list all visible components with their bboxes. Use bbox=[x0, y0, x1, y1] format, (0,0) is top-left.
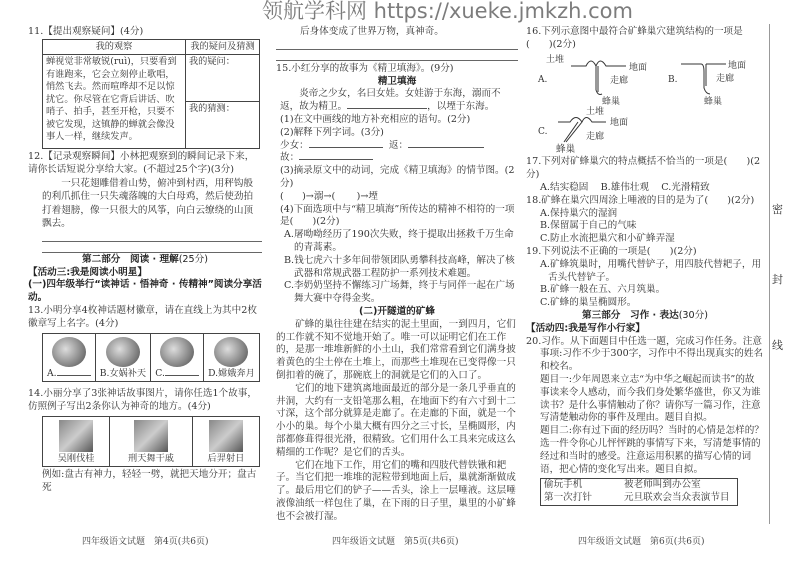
q19-option-c[interactable]: C.矿蜂的巢呈椭圆形。 bbox=[540, 297, 637, 309]
badge-image bbox=[52, 337, 86, 367]
story-blank[interactable] bbox=[347, 108, 427, 109]
watermark: 领航学科网 https://xueke.jmkzh.com bbox=[262, 0, 633, 23]
passage-paragraph: 矿蜂的巢往往建在结实的泥土里面，一到四月，它们的工作就不知不觉地开始了。唯一可以证明它们在工作的，是那一堆堆新鲜的小土山，我们常常看到它们满身披着黄色的尘土停在土堆上，而那些土堆现在已变得像一只倒扣着的碗了，那碗底上的洞就是它们的入口了。 bbox=[276, 318, 516, 381]
passage-paragraph: 它们在地下工作，用它们的嘴和四肢代替铁锹和耙子。当它们把一堆堆的泥粒带到地面上后，巢就渐渐做成了。最后用它们的铲子——舌头，涂上一层唾液。这层唾液像油纸一样包住了巢，在下雨的日子里，巢里的小矿蜂也不会被打湿。 bbox=[276, 459, 516, 522]
experience-item: 第一次打针 bbox=[544, 492, 592, 504]
seal-char: 密 bbox=[772, 203, 783, 216]
section-2-title: (二)开隧道的矿蜂 bbox=[359, 305, 435, 317]
page-6-column bbox=[526, 24, 764, 506]
q12-passage: 一只花翅雕借着山势，俯冲到村西，用秤钩般的利爪抓住一只失魂落魄的大白母鸡，然后使劲拍打着翅膀，像一只很大的风筝，向白云缭绕的山顶飘去。 bbox=[42, 177, 254, 230]
plot-flow: ( )→溺→( )→堙 bbox=[280, 190, 378, 202]
picture-3: 后羿射日 bbox=[192, 416, 259, 467]
answer-blank[interactable] bbox=[165, 375, 199, 376]
option-b[interactable]: B.钱七虎六十多年间带领团队勇攀科技高峰，解决了核武器和常规武器工程防护一系列技术难题。 bbox=[284, 254, 515, 279]
example-continuation: 后身体变成了世界万物，真神奇。 bbox=[300, 26, 444, 37]
topic-2: 题目二:你有过下面的经历吗？当时的心情是怎样的？选一件令你心儿怦怦跳的事情写下来，写清楚事情的经过和当时的感受。注意运用积累的描写心情的词语，把心情的变化写出来。题目自拟。 bbox=[540, 425, 764, 475]
q17-option-a[interactable]: A.结实稳固 bbox=[540, 181, 589, 193]
badge-c: C. bbox=[151, 333, 204, 382]
badge-b: B.女娲补天 bbox=[95, 333, 151, 382]
label-mound: 土堆 bbox=[546, 54, 565, 65]
q17-option-b[interactable]: B.雄伟壮观 bbox=[600, 181, 650, 193]
table-header: 我的观察 bbox=[43, 39, 186, 55]
part-2-score: (25分) bbox=[178, 253, 208, 265]
answer-line[interactable] bbox=[276, 50, 518, 61]
option-a[interactable]: A.屠呦呦经历了190次失败，终于提取出拯救千万生命的青蒿素。 bbox=[284, 229, 514, 253]
picture-table bbox=[42, 416, 260, 468]
picture-2: 刑天舞干戚 bbox=[110, 416, 193, 467]
seal-char: 封 bbox=[772, 273, 783, 286]
label-mound: 土堆 bbox=[586, 106, 605, 117]
picture-1: 吴刚伐桂 bbox=[43, 416, 110, 467]
answer-blank[interactable] bbox=[299, 159, 373, 160]
word-label: 故： bbox=[280, 152, 300, 164]
experience-item: 偷玩手机 bbox=[544, 479, 583, 491]
option-a-label[interactable]: A. bbox=[538, 74, 548, 85]
badge-image bbox=[214, 337, 248, 367]
q17-option-c[interactable]: C.光滑精致 bbox=[661, 181, 710, 193]
label-nest: 蜂巢 bbox=[556, 143, 576, 155]
sub-question-4: (4)下面选项中与“精卫填海”所传达的精神不相符的一项是( )(2分) bbox=[280, 203, 515, 228]
q18-option-a[interactable]: A.保持巢穴的湿润 bbox=[540, 207, 618, 219]
seal-line bbox=[769, 24, 770, 524]
q19-option-a[interactable]: A.矿蜂筑巢时，用嘴代替铲子，用四肢代替耙子，用舌头代替铲子。 bbox=[540, 258, 762, 283]
page-6-footer: 四年级语文试题 第6页(共6页) bbox=[578, 537, 705, 547]
label-nest: 蜂巢 bbox=[704, 96, 723, 107]
question-15: 15.小红分享的故事为《精卫填海》。(9分) bbox=[276, 62, 454, 74]
label-corridor: 走廊 bbox=[610, 75, 629, 86]
page-4-footer: 四年级语文试题 第4页(共6页) bbox=[82, 537, 209, 547]
q19-option-b[interactable]: B.矿蜂一般在五、六月筑巢。 bbox=[540, 284, 666, 296]
badge-image bbox=[106, 337, 140, 367]
page-5-footer: 四年级语文试题 第5页(共6页) bbox=[332, 537, 459, 547]
experience-item: 被老师叫到办公室 bbox=[624, 479, 701, 491]
story-image bbox=[134, 420, 168, 452]
badge-table bbox=[42, 333, 260, 383]
part-3-score: (30分) bbox=[678, 309, 708, 321]
story-title: 精卫填海 bbox=[377, 75, 417, 87]
question-13: 13.小明分享4枚神话题材徽章，请在直线上为其中2枚徽章写上名字。(4分) bbox=[28, 305, 257, 329]
story-image bbox=[59, 420, 93, 452]
q18-option-c[interactable]: C.防止水流把巢穴和小矿蜂弄湿 bbox=[540, 233, 675, 245]
activity-3-title: 【活动三:我是阅读小明星】 bbox=[28, 266, 147, 278]
activity-4-title: 【活动四:我是写作小行家】 bbox=[526, 322, 645, 334]
answer-line[interactable] bbox=[276, 39, 518, 50]
story-text: 炎帝之少女，名曰女娃。女娃游于东海，溺而不返，故为精卫。 bbox=[280, 88, 501, 113]
guess-field[interactable]: 我的猜测： bbox=[186, 102, 260, 149]
question-18: 18.矿蜂在巢穴四周涂上唾液的目的是为了( )(2分) bbox=[526, 194, 755, 206]
sub-question-1: (1)在文中画线的地方补充相应的语句。(2分) bbox=[280, 113, 471, 125]
experience-box bbox=[540, 478, 738, 506]
page-5-column: 后身体变成了世界万物，真神奇。 15.小红分享的故事为《精卫填海》。(9分) 精卫填海 炎帝之少女，名曰女娃。女娃游于东海，溺而不返，故为精卫。 ，以堙于东海。 (1)在文中画线的地方补充相应的语句。(2分) (2)解释下列字词。(3分) 少女： 返： 故： (3)摘录原文中的动词，完成《精卫填海》的情节图。(2分) ( )→溺→( )→堙 (4)下面选项中与“精卫填海”所传达的精神不相符的一项是( )(2分) A.屠呦呦经历了190次失败，终于提取出拯救千万生命的青蒿素。 B.钱七虎六十多年间带领团队勇攀科技高峰，解决了核武器和常规武器工程防护一系列技术难题。 C.李奶奶坚持不懈练习广场舞，终于与同伴一起在广场舞大赛中夺得金奖。 (二)开隧道的矿蜂 矿蜂的巢往往建在结实的泥土里面，一到四月，它们的工作就不知不觉地开始了。唯一可以证明它们在工作的，是那一堆堆新鲜的小土山，我们常常看到它们满身披着黄色的尘土停在土堆上，而那些土堆现在已变得像一只倒扣着的碗了，那碗底上的洞就是它们的入口了。 它们的地下建筑离地面最近的部分是一条几乎垂直的井洞，大约有一支铅笔那么粗，在地面下约有六寸到十二寸深，这个部分就算是走廊了。在走廊的下面，就是一个小小的巢。每个小巢大概有四分之三寸长，呈椭圆形，内部都修葺得很光滑，很精致。它们用什么工具来完成这么精细的工作呢？是它们的舌头。 它们在地下工作，用它们的嘴和四肢代替铁锹和耙子。当它们把一堆堆的泥粒带到地面上后，巢就渐渐做成了。最后用它们的铲子——舌头，涂上一层唾液。这层唾液像油纸一样包住了巢，在下雨的日子里，巢里的小矿蜂也不会被打湿。 bbox=[276, 24, 518, 523]
passage-paragraph: 它们的地下建筑离地面最近的部分是一条几乎垂直的井洞，大约有一支铅笔那么粗，在地面下约有六寸到十二寸深，这个部分就算是走廊了。在走廊的下面，就是一个小小的巢。每个小巢大概有四分之三寸长，呈椭圆形，内部都修葺得很光滑，很精致。它们用什么工具来完成这么精细的工作呢？是它们的舌头。 bbox=[276, 382, 516, 458]
answer-blank[interactable] bbox=[57, 375, 91, 376]
answer-line[interactable] bbox=[42, 231, 262, 242]
badge-d: D.嫦娥奔月 bbox=[203, 333, 259, 382]
sub-question-2: (2)解释下列字词。(3分) bbox=[280, 126, 384, 138]
answer-line[interactable] bbox=[42, 242, 262, 253]
label-ground: 地面 bbox=[728, 60, 747, 71]
word-label: 少女： bbox=[280, 139, 309, 151]
seal-char: 线 bbox=[772, 339, 783, 352]
question-12: 12.【记录观察瞬间】小林把观察到的瞬间记录下来，请你长话短说分享给大家。(不超过25个字)(3分) bbox=[28, 151, 255, 176]
badge-image bbox=[160, 337, 194, 367]
answer-blank[interactable] bbox=[309, 147, 383, 148]
question-field[interactable]: 我的疑问： bbox=[186, 55, 260, 102]
table-header: 我的疑问及猜测 bbox=[186, 39, 260, 55]
q18-option-b[interactable]: B.保留属于自己的气味 bbox=[540, 220, 637, 232]
option-b-label[interactable]: B. bbox=[668, 74, 678, 85]
label-corridor: 走廊 bbox=[716, 73, 735, 84]
label-ground: 地面 bbox=[629, 62, 648, 73]
topic-1: 题目一:少年周恩来立志“为中华之崛起而读书”的故事读来令人感动，而今我们身处繁华盛世，你又为谁读书？是什么事情触动了你？请你写一篇习作，注意写清楚触动你的事件及理由。题目自拟。 bbox=[540, 373, 761, 424]
example-text: 例如:盘古有神力，轻轻一劈，就把天地分开；盘古死 bbox=[42, 469, 257, 494]
story-image bbox=[209, 420, 243, 452]
question-16: 16.下列示意图中最符合矿蜂巢穴建筑结构的一项是( )(2分) bbox=[526, 26, 743, 50]
label-nest: 蜂巢 bbox=[602, 96, 621, 107]
word-label: 返： bbox=[388, 139, 409, 151]
label-corridor: 走廊 bbox=[586, 131, 605, 142]
badge-a: A. bbox=[43, 333, 96, 382]
observation-table bbox=[42, 39, 260, 150]
section-1-title: (一)四年级举行“读神话 · 悟神奇 · 传精神”阅读分享活动。 bbox=[28, 279, 262, 304]
label-ground: 地面 bbox=[610, 117, 629, 128]
question-20: 20.习作。从下面题目中任选一题，完成习作任务。注意事项:习作不少于300字，习作中不得出现真实的姓名和校名。 bbox=[526, 335, 764, 373]
nest-diagrams bbox=[526, 52, 762, 144]
question-19: 19.下列说法不正确的一项是( )(2分) bbox=[526, 245, 697, 257]
answer-blank[interactable] bbox=[408, 147, 484, 148]
question-11: 11.【提出观察疑问】(4分) bbox=[28, 26, 144, 37]
part-2-title: 第二部分 阅读 · 理解 bbox=[82, 253, 179, 265]
page-4-column bbox=[28, 24, 262, 495]
experience-item: 元旦联欢会当众表演节目 bbox=[624, 492, 730, 504]
option-c[interactable]: C.李奶奶坚持不懈练习广场舞，终于与同伴一起在广场舞大赛中夺得金奖。 bbox=[284, 280, 515, 305]
question-14: 14.小丽分享了3张神话故事图片，请你任选1个故事，仿照例子写出2条你认为神奇的地方。(4分) bbox=[28, 388, 257, 412]
observation-text: 蝉视觉非常敏锐(ruì)，只要看到有谁跑来，它会立刻停止歌唱，悄然飞去。然而喧哗却不足以惊扰它。你尽管在它背后讲话、吹哨子、拍手，甚至开枪，只要不被它发现，这镇静的蝉就会像没事人一样，继续发声。 bbox=[43, 55, 186, 149]
sub-question-3: (3)摘录原文中的动词，完成《精卫填海》的情节图。(2分) bbox=[280, 165, 515, 189]
option-c-label[interactable]: C. bbox=[538, 126, 548, 137]
question-17: 17.下列对矿蜂巢穴的特点概括不恰当的一项是( )(2分) bbox=[526, 156, 761, 181]
part-3-title: 第三部分 习作 · 表达 bbox=[582, 309, 679, 321]
